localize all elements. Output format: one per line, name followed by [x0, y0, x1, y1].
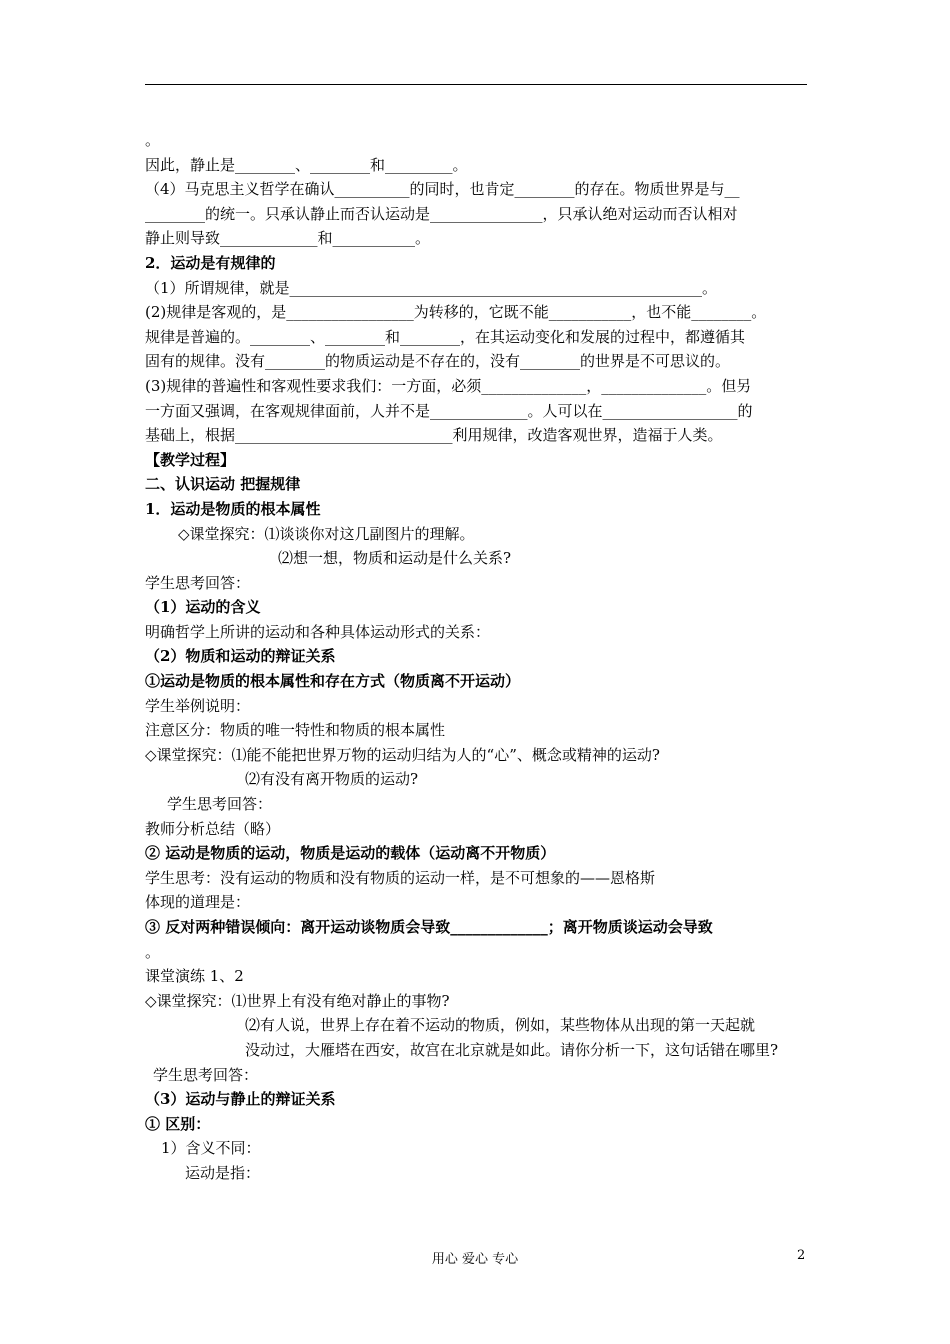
text-line: 规律是普遍的。________、________和________，在其运动变化和发展的过程中，都遵循其	[145, 327, 746, 346]
text-line: 没动过，大雁塔在西安，故宫在北京就是如此。请你分析一下，这句话错在哪里?	[245, 1040, 779, 1059]
text-line: 。	[145, 131, 161, 149]
text-line: （1）所谓规律，就是_______________________________________________________。	[145, 278, 718, 297]
text-line: 学生思考回答：	[167, 795, 273, 814]
text-line: ◇课堂探究：⑴谈谈你对这几副图片的理解。	[178, 524, 475, 543]
text-line: 教师分析总结（略）	[145, 819, 281, 838]
text-line: ◇课堂探究：⑴世界上有没有绝对静止的事物?	[145, 991, 450, 1010]
text-line: ⑵有没有离开物质的运动?	[245, 770, 419, 789]
text-line: 固有的规律。没有________的物质运动是不存在的，没有________的世界是不可思议的。	[145, 352, 731, 371]
section-heading: ③ 反对两种错误倾向：离开运动谈物质会导致_____________；离开物质谈运动会导致	[145, 918, 713, 936]
page-number: 2	[797, 1248, 806, 1263]
text-line: ⑵想一想，物质和运动是什么关系?	[278, 549, 512, 568]
section-heading: （1）运动的含义	[145, 598, 261, 617]
text-line: 。	[145, 942, 161, 961]
text-line: (2)规律是客观的，是_________________为转移的，它既不能___________，也不能________。	[145, 303, 767, 322]
text-line: (3)规律的普遍性和客观性要求我们：一方面，必须______________，______________。但另	[145, 376, 752, 395]
text-line: 因此，静止是________、________和_________。	[145, 155, 468, 174]
text-line: 1）含义不同：	[161, 1139, 261, 1158]
section-heading: 【教学过程】	[145, 450, 236, 469]
text-line: 基础上，根据_____________________________利用规律，改造客观世界，造福于人类。	[145, 426, 723, 445]
section-heading: ①运动是物质的根本属性和存在方式（物质离不开运动）	[145, 672, 521, 691]
document-body	[145, 128, 810, 1186]
section-heading: 二、认识运动 把握规律	[145, 475, 301, 494]
text-line: 课堂演练 1、2	[145, 967, 244, 986]
section-heading: （2）物质和运动的辩证关系	[145, 647, 336, 666]
section-heading: ① 区别：	[145, 1114, 211, 1133]
text-line: 一方面又强调，在客观规律面前，人并不是_____________。人可以在__________________的	[145, 401, 753, 420]
section-heading: （3）运动与静止的辩证关系	[145, 1090, 336, 1109]
text-line: 明确哲学上所讲的运动和各种具体运动形式的关系：	[145, 622, 491, 641]
section-heading: 1．运动是物质的根本属性	[145, 499, 321, 518]
section-heading: ② 运动是物质的运动，物质是运动的载体（运动离不开物质）	[145, 844, 556, 863]
text-line: 运动是指：	[185, 1163, 261, 1182]
section-heading: 2．运动是有规律的	[145, 253, 276, 272]
page-footer: 用心 爱心 专心	[431, 1252, 519, 1267]
text-line: （4）马克思主义哲学在确认__________的同时，也肯定________的存在。物质世界是与__	[145, 180, 740, 199]
text-line: 学生思考回答：	[145, 573, 251, 592]
text-line: 静止则导致_____________和___________。	[145, 229, 431, 248]
text-line: ________的统一。只承认静止而否认运动是_______________，只承认绝对运动而否认相对	[145, 204, 738, 223]
text-line: 学生思考回答：	[153, 1065, 259, 1084]
text-line: 体现的道理是：	[145, 893, 251, 912]
text-line: ⑵有人说，世界上存在着不运动的物质，例如，某些物体从出现的第一天起就	[245, 1016, 756, 1035]
text-line: 学生举例说明：	[145, 696, 251, 715]
text-line: 注意区分：物质的唯一特性和物质的根本属性	[145, 721, 446, 740]
text-line: 学生思考：没有运动的物质和没有物质的运动一样，是不可想象的——恩格斯	[145, 868, 656, 887]
text-line: ◇课堂探究：⑴能不能把世界万物的运动归结为人的“心”、概念或精神的运动?	[145, 745, 660, 764]
header-rule	[145, 84, 807, 85]
